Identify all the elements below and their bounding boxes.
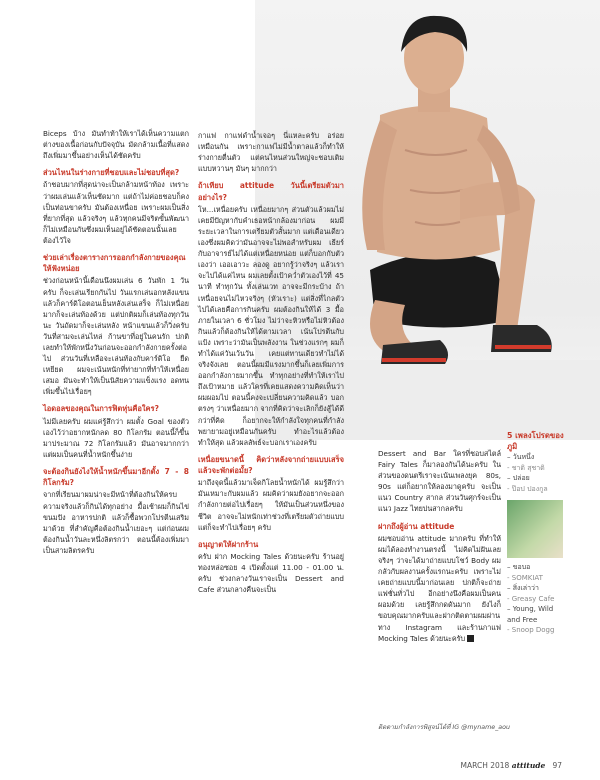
- paragraph: จากที่เรียนมาผมน่าจะมีหน้าที่ต้องกินให้ครบ ความจริงแล้วก็กินได้ทุกอย่าง มื้อเช้าผมก็กินไข่ ขนมปัง อาหารปกติ แล้วก็ซื้อพวกโปรตีนเสริมมาด้วย ที่สำคัญคือต้องกินน้ำเยอะๆ แต่ก่อนผมต้องกินน้ำวันละหนึ่งลิตรกว่า ตอนนี้ต้องเพิ่มมาเป็นสามลิตรครับ: [43, 490, 189, 555]
- favorite-songs-sidebar: [507, 430, 567, 636]
- song-item: – ขอบอ - SOMKIAT: [507, 563, 543, 582]
- section-heading: ไอดอลของคุณในการฟิตหุ่นคือใคร?: [43, 404, 159, 414]
- sidebar-title: 5 เพลงโปรดของภูมิ: [507, 431, 564, 451]
- selfie-thumbnail: [507, 500, 563, 558]
- section-heading: เหนื่อยขนาดนี้ คิดว่าหลังจากถ่ายแบบเสร็จแล้วจะพักต่อมั้ย?: [198, 454, 344, 476]
- song-item: – ปล่อย - ป๊อป ปองกูล: [507, 474, 548, 493]
- paragraph: กาแฟ กาแฟดำน้ำเจอๆ นี่แหละครับ อร่อยเหมือนกัน เพราะกาแฟไม่มีน้ำตาลแล้วก็ทำให้ร่างกายตื่นตัว แต่คนไหนส่วนใหญ่จะชอบเติมแบบหวานๆ มันๆ มากกว่า: [198, 131, 344, 174]
- section-heading: อนุญาตให้ฝากร้าน: [198, 539, 259, 549]
- section-heading: ส่วนไหนในร่างกายที่ชอบและไม่ชอบที่สุด?: [43, 168, 180, 178]
- readers-heading: ฝากถึงผู้อ่าน attitude: [378, 521, 455, 531]
- paragraph: Biceps บ้าง มันทำท้าให้เราได้เห็นความแตกต่างของเนื้อก่อนกับปัจจุบัน มัดกล้ามเนื้อที่แสดงถึงเพิ่มมาขึ้นอย่างเห็นได้ชัดครับ: [43, 129, 189, 161]
- song-item: – วันหนึ่ง - ชาติ สุชาติ: [507, 453, 545, 472]
- paragraph: ครับ ฝาก Mocking Tales ด้วยนะครับ ร้านอยู่ทองหล่อซอย 4 เปิดตั้งแต่ 11.00 - 01.00 น. ครับ ช่วงกลางวันเราจะเป็น Dessert and Cafe ส่วนกลางคืนจะเป็น: [198, 551, 344, 595]
- article-column-1: [43, 128, 189, 558]
- readers-message: ผมชอบอ่าน attitude มากครับ ที่ทำให้ผมได้ลองทำงานตรงนี้ ไม่คิดไม่ฝันเลยจริงๆ ว่าจะได้มาถ่ายแบบโชว์ Body ผมกลัวกับผลงานครั้งแรกนะครับ เพราะไม่เคยถ่ายแบบนี้มาก่อนเลย ปกติก็จะถ่ายแฟชั่นทั่วไป อีกอย่างนึงคือผมเป็นคนผอมด้วย เลยรู้สึกกดดันมาก ยังไงก็ขอบคุณมากครับและฝากติดตามผมผ่านทาง Instagram และร้านกาแฟ Mocking Tales ด้วยนะครับ: [378, 533, 501, 643]
- column-3-intro: Dessert and Bar ใครที่ชอบสไตล์ Fairy Tales ก็มาลองกันได้นะครับ ในส่วนของดนตรีเราจะเน้นเพลงยุค 80s, 90s แต่ก็อยากให้ลองมาดูครับ จะเป็นแนว Country สากล ส่วนวันศุกร์จะเป็นแนว Jazz ไทยปนสากลครับ: [378, 449, 501, 514]
- article-column-3: [378, 448, 501, 646]
- song-item: – Young, Wild and Free - Snoop Dogg: [507, 605, 555, 634]
- paragraph: ช่วงก่อนหน้านี้เดือนนึงผมเล่น 6 วันพัก 1 วันครับ ก็จะเล่นเรียกกันไป วันแรกเล่นอกหลังแขน แล้วก็คาร์ดิโอตอนเย็นหลังเล่นเสร็จ ก็ไม่เหนื่อยมากก็จะเล่นท้องด้วย แต่ปกติผมก็เล่นท้องทุกวันนะ วันถัดมาก็จะเล่นหลัง หน้าแขนแล้วก็วิ่งครับ วันที่สามจะเล่นไหล่ ก้านขาที่อยู่ในคนรัก ปกติเลยทำให้พักหนึ่งวันก่อนจะออกกำลังกายครั้งต่อไป ส่วนวันที่เหลือจะเล่นท้องกับคาร์ดิโอ ยืดเหยียด ผมจะเน้นหนักที่ท่ายากที่ทำให้เหนื่อยเสมอ มันจะทำให้เป็นนิสัยความแข็งแรง อดทนเพิ่มขึ้นไปเรื่อยๆ: [43, 276, 189, 397]
- magazine-brand: attitude: [511, 761, 546, 770]
- article-column-2: [198, 130, 344, 597]
- paragraph: มาถึงจุดนี้แล้วมาเจ็ดกิโลยน้ำหนักได้ ผมรู้สึกว่ามันเหมาะกับผมแล้ว ผมคิดว่าผมยังอยากจะออกกำลังกายต่อไปเรื่อยๆ ให้มันเป็นส่วนหนึ่งของชีวิต อาจจะไม่หนักเท่าช่วงที่เตรียมตัวถ่ายแบบ แต่ก็จะทำไปเรื่อยๆ ครับ: [198, 478, 344, 532]
- paragraph: ถ้าชอบมากที่สุดน่าจะเป็นกล้ามหน้าท้อง เพราะว่าผมเล่นแล้วเห็นชัดมาก แต่ถ้าไม่ค่อยชอบก็คงเป็นท่อนขาครับ มันต้องเหนื่อย เพราะผมเป็นสิ่งที่ยากที่สุด แล้วจริงๆ แล้วทุกคนมีจริตขั้นพัฒนาก็ไม่เหมือนกันซึ่งผมเห็นอยู่ได้ชัดตอนนั้นเลยต้องไว้ใจ: [43, 180, 189, 245]
- section-heading: ถ้าเทียบ attitude วันนี้เตรียมตัวมาอย่างไร?: [198, 181, 344, 202]
- song-item: – สิ่งเล่าว่า - Greasy Cafe: [507, 584, 555, 603]
- paragraph: ไม่มีเลยครับ ผมแค่รู้สึกว่า ผมตั้ง Goal ของตัวเองไว้ว่าอยากหนักลด 80 กิโลกรัม ตอนนี้ก็ขึ้นมาประมาณ 72 กิโลกรัมแล้ว มันอาจมากกว่าแต่ผมเป็นคนที่น้ำหนักขึ้นง่าย: [43, 416, 189, 459]
- page-number: 97: [552, 761, 562, 770]
- section-heading: จะต้องกินยังไงให้น้ำหนักขึ้นมาอีกตั้ง 7 - 8 กิโลกรัม?: [43, 467, 189, 488]
- end-mark-icon: [467, 635, 474, 642]
- photo-credit: ติดตามกำลังการพิสูจน์ได้ที่ IG @myname_aou: [378, 724, 510, 731]
- section-heading: ช่วยเล่าเรื่องตารางการออกกำลังกายของคุณให้ฟังหน่อย: [43, 253, 186, 274]
- issue-date: MARCH 2018: [460, 761, 510, 770]
- page-footer: [461, 761, 562, 770]
- paragraph: โห...เหนื่อยครับ เหนื่อยมากๆ ส่วนตัวแล้วผมไม่เคยมีปัญหากับคำเธอหน้ากล้องมาก่อน ผมมีระยะเวลาในการเตรียมตัวสั้นมาก แต่เดือนเดียวเองซึ่งผมคิดว่ามันอาจจะไม่พอสำหรับผม เธียร์กับอาจารย์ไม่ได้แต่เหนื่อยหน่อย แต่ก็บอกกับตัวเองว่า เออเอาวะ ลองดู อยากรู้ว่าจริงๆ แล้วเราจะไปได้แค่ไหน ผมเลยตั้งเป้าคว่ำตัวเองไว้ที่ 45 นาที ทำทุกวัน ทั้งเล่นเวท อาจจะมีกระบ้าง ถ้าเหนื่อยจนไม่ไหวจริงๆ (หัวเราะ) แต่สิ่งที่ไกลตัวไปได้เลยคือการกินครับ ผมต้องกินให้ได้ 3 มื้อภายในเวลา 6 ชั่วโมง ไม่ว่าจะหิวหรือไม่หิวต้องกินแล้วก็ต้องกินให้ได้ตามเวลา เน้นโปรตีนกับแป้ง เพราะว่ามันเป็นพลังงาน ในช่วงแรกๆ ผมก็ทำได้แค่วันเว้นวัน เคยแต่ทานเดียวทำไม่ได้จริงจังเลย ตอนนี้ผมมีแรงมากขึ้นก็เลยเพิ่มการออกกำลังกายมากขึ้น ทำทุกอย่างที่ทำให้เราไปถึงเป้าหมาย แล้วใครที่เคยแสดงความคิดเห็นว่าผมผอมไป ตอนนี้คงจะเปลี่ยนความคิดแล้ว บอกตรงๆ ว่าเหนื่อยมาก จากที่คิดว่าจะเลิกก็ยังสู้ได้ดีกว่าที่คิด ก็อยากจะให้กำลังใจทุกคนที่กำลังพยายามอยู่เหมือนกันครับ ทำอะไรแล้วต้องทำให้สุด แล้วผลลัพธ์จะบอกเราเองครับ: [198, 204, 344, 447]
